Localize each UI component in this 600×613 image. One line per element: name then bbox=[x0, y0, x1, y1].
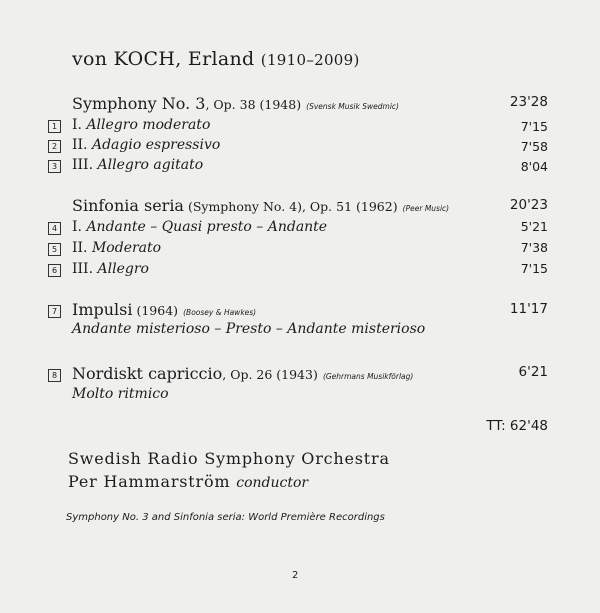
work-detail: , Op. 38 (1948) bbox=[205, 97, 302, 112]
recording-note: Symphony No. 3 and Sinfonia seria: World Première Recordings bbox=[66, 512, 385, 523]
movement-number: II. bbox=[72, 240, 88, 256]
conductor-name: Per Hammarström bbox=[68, 472, 231, 491]
work-publisher: (Svensk Musik Swedmic) bbox=[306, 102, 399, 111]
movement-title bbox=[72, 157, 203, 173]
work-title-symphony-3 bbox=[72, 94, 399, 113]
movement-title bbox=[72, 137, 220, 153]
work-subtitle: Molto ritmico bbox=[72, 386, 169, 402]
movement-name: Allegro moderato bbox=[86, 117, 211, 133]
work-name: Symphony No. 3 bbox=[72, 94, 206, 113]
movement-title bbox=[72, 240, 161, 256]
work-duration: 6'21 bbox=[518, 364, 548, 380]
work-publisher: (Peer Music) bbox=[402, 204, 450, 213]
orchestra-name: Swedish Radio Symphony Orchestra bbox=[68, 449, 390, 468]
track-number-box: 1 bbox=[48, 120, 61, 133]
work-name: Sinfonia seria bbox=[72, 196, 184, 215]
movement-number: III. bbox=[72, 261, 94, 277]
track-number-box: 8 bbox=[48, 369, 61, 382]
conductor-role: conductor bbox=[236, 475, 309, 491]
movement-duration: 7'15 bbox=[520, 261, 548, 276]
page-number: 2 bbox=[292, 570, 299, 581]
movement-title bbox=[72, 117, 210, 133]
movement-title bbox=[72, 261, 149, 277]
composer-name: von KOCH, Erland bbox=[72, 48, 255, 70]
track-number-box: 6 bbox=[48, 264, 61, 277]
movement-number: I. bbox=[72, 219, 82, 235]
track-number-box: 2 bbox=[48, 140, 61, 153]
conductor-line bbox=[68, 472, 308, 491]
work-detail: (1964) bbox=[132, 303, 179, 318]
track-number-box: 4 bbox=[48, 222, 61, 235]
work-duration: 20'23 bbox=[509, 197, 548, 213]
composer-dates: (1910–2009) bbox=[260, 51, 360, 69]
movement-duration: 7'58 bbox=[520, 139, 548, 154]
work-duration: 23'28 bbox=[509, 94, 548, 110]
movement-name: Adagio espressivo bbox=[91, 137, 221, 153]
movement-duration: 8'04 bbox=[520, 159, 548, 174]
movement-name: Allegro agitato bbox=[97, 157, 204, 173]
movement-title bbox=[72, 219, 327, 235]
track-number-box: 7 bbox=[48, 305, 61, 318]
movement-name: Allegro bbox=[97, 261, 149, 277]
total-time: TT: 62'48 bbox=[486, 418, 548, 434]
work-name: Nordiskt capriccio bbox=[72, 364, 223, 383]
work-detail: , Op. 26 (1943) bbox=[222, 367, 318, 382]
movement-number: II. bbox=[72, 137, 88, 153]
movement-name: Moderato bbox=[91, 240, 162, 256]
work-duration: 11'17 bbox=[509, 301, 548, 317]
work-title-sinfonia-seria bbox=[72, 196, 449, 215]
work-title-impulsi bbox=[72, 300, 256, 319]
movement-duration: 7'15 bbox=[520, 119, 548, 134]
movement-duration: 5'21 bbox=[520, 219, 548, 234]
work-title-nordiskt-capriccio bbox=[72, 364, 413, 383]
work-publisher: (Gehrmans Musikförlag) bbox=[322, 372, 414, 381]
track-number-box: 3 bbox=[48, 160, 61, 173]
work-name: Impulsi bbox=[72, 300, 133, 319]
track-number-box: 5 bbox=[48, 243, 61, 256]
movement-name: Andante – Quasi presto – Andante bbox=[86, 219, 328, 235]
composer-heading bbox=[72, 48, 360, 70]
movement-number: III. bbox=[72, 157, 94, 173]
movement-duration: 7'38 bbox=[520, 240, 548, 255]
work-detail: (Symphony No. 4), Op. 51 (1962) bbox=[183, 199, 398, 214]
work-subtitle: Andante misterioso – Presto – Andante misterioso bbox=[72, 321, 426, 337]
work-publisher: (Boosey & Hawkes) bbox=[183, 308, 257, 317]
movement-number: I. bbox=[72, 117, 82, 133]
